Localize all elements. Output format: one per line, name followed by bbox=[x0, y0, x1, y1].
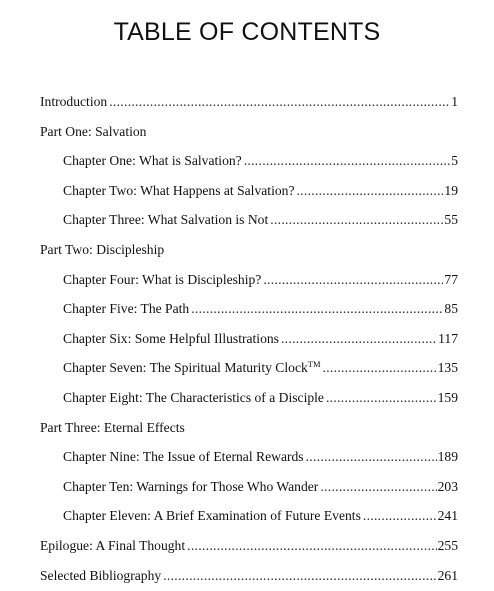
dot-leader bbox=[323, 353, 437, 383]
toc-chapter-entry bbox=[40, 442, 458, 472]
toc-entry bbox=[40, 87, 458, 117]
toc-page-number: 5 bbox=[451, 153, 458, 169]
toc-part-heading bbox=[40, 117, 458, 147]
toc-entry-label bbox=[63, 324, 279, 354]
toc-entry-label-text: Chapter Four: What is Discipleship? bbox=[63, 271, 262, 287]
toc-chapter-entry bbox=[40, 265, 458, 295]
dot-leader bbox=[187, 531, 436, 561]
toc-chapter-entry bbox=[40, 176, 458, 206]
toc-entry-label bbox=[63, 383, 324, 413]
toc-page-number: 55 bbox=[444, 212, 458, 228]
toc-chapter-entry bbox=[40, 501, 458, 531]
toc-entry-label-text: Chapter Two: What Happens at Salvation? bbox=[63, 182, 295, 198]
toc-entry-label bbox=[63, 501, 361, 531]
toc-entry-label-text: Chapter Nine: The Issue of Eternal Rewards bbox=[63, 449, 304, 465]
toc-chapter-entry bbox=[40, 383, 458, 413]
dot-leader bbox=[320, 472, 436, 502]
dot-leader bbox=[306, 442, 437, 472]
toc-chapter-entry bbox=[40, 472, 458, 502]
toc-page-number: 189 bbox=[437, 449, 458, 465]
toc-entry-label bbox=[63, 294, 189, 324]
toc-entry-label-text: Chapter One: What is Salvation? bbox=[63, 153, 242, 169]
toc-page-number: 203 bbox=[437, 478, 458, 494]
toc-entry-label-text: Chapter Eight: The Characteristics of a Disciple bbox=[63, 389, 324, 405]
toc-chapter-entry bbox=[40, 146, 458, 176]
toc-entry-label bbox=[40, 87, 107, 117]
toc-entry-label-text: Epilogue: A Final Thought bbox=[40, 537, 186, 553]
dot-leader bbox=[163, 561, 436, 591]
toc-entry-label bbox=[40, 117, 146, 147]
toc-entry-label bbox=[40, 561, 161, 591]
toc-list bbox=[40, 87, 458, 590]
toc-page-number: 85 bbox=[444, 301, 458, 317]
toc-chapter-entry bbox=[40, 205, 458, 235]
toc-page-number: 241 bbox=[437, 508, 458, 524]
dot-leader bbox=[296, 176, 443, 206]
toc-entry-label-text: Selected Bibliography bbox=[40, 567, 162, 583]
toc-page-number: 135 bbox=[437, 360, 458, 376]
toc-entry-label-text: Part Three: Eternal Effects bbox=[40, 419, 185, 435]
toc-page-number: 19 bbox=[444, 182, 458, 198]
toc-page-number: 117 bbox=[438, 330, 458, 346]
toc-entry-label-text: Part Two: Discipleship bbox=[40, 241, 165, 257]
toc-page-number: 255 bbox=[437, 537, 458, 553]
dot-leader bbox=[270, 205, 443, 235]
toc-entry-label bbox=[63, 472, 318, 502]
toc-chapter-entry bbox=[40, 324, 458, 354]
toc-entry bbox=[40, 531, 458, 561]
page-title: TABLE OF CONTENTS bbox=[113, 18, 381, 46]
dot-leader bbox=[263, 265, 443, 295]
toc-entry-label bbox=[63, 176, 294, 206]
toc-entry-label-text: Chapter Seven: The Spiritual Maturity Clock bbox=[63, 360, 308, 376]
toc-entry-label-text: Chapter Three: What Salvation is Not bbox=[63, 212, 269, 228]
dot-leader bbox=[326, 383, 437, 413]
toc-page-number: 159 bbox=[437, 389, 458, 405]
toc-entry-label bbox=[40, 235, 164, 265]
toc-entry-label-text: Part One: Salvation bbox=[40, 123, 147, 139]
toc-entry-label bbox=[63, 442, 304, 472]
toc-entry-label bbox=[40, 413, 185, 443]
toc-entry-label bbox=[63, 265, 261, 295]
trademark-superscript: TM bbox=[307, 359, 321, 370]
dot-leader bbox=[363, 501, 437, 531]
toc-entry-label-text: Chapter Six: Some Helpful Illustrations bbox=[63, 330, 279, 346]
toc-entry bbox=[40, 561, 458, 591]
toc-entry-label bbox=[63, 353, 321, 383]
dot-leader bbox=[244, 146, 451, 176]
toc-part-heading bbox=[40, 413, 458, 443]
toc-page-number: 77 bbox=[444, 271, 458, 287]
toc-entry-label-text: Chapter Ten: Warnings for Those Who Wander bbox=[63, 478, 319, 494]
dot-leader bbox=[191, 294, 443, 324]
toc-chapter-entry bbox=[40, 353, 458, 383]
dot-leader bbox=[109, 87, 450, 117]
toc-part-heading bbox=[40, 235, 458, 265]
toc-page-number: 261 bbox=[437, 567, 458, 583]
toc-entry-label-text: Chapter Five: The Path bbox=[63, 301, 190, 317]
toc-entry-label bbox=[63, 205, 268, 235]
toc-entry-label bbox=[40, 531, 185, 561]
dot-leader bbox=[281, 324, 437, 354]
toc-page-number: 1 bbox=[451, 94, 458, 109]
toc-entry-label-text: Chapter Eleven: A Brief Examination of Future Events bbox=[63, 508, 361, 524]
toc-entry-label-text: Introduction bbox=[40, 94, 108, 109]
toc-chapter-entry bbox=[40, 294, 458, 324]
toc-entry-label bbox=[63, 146, 242, 176]
